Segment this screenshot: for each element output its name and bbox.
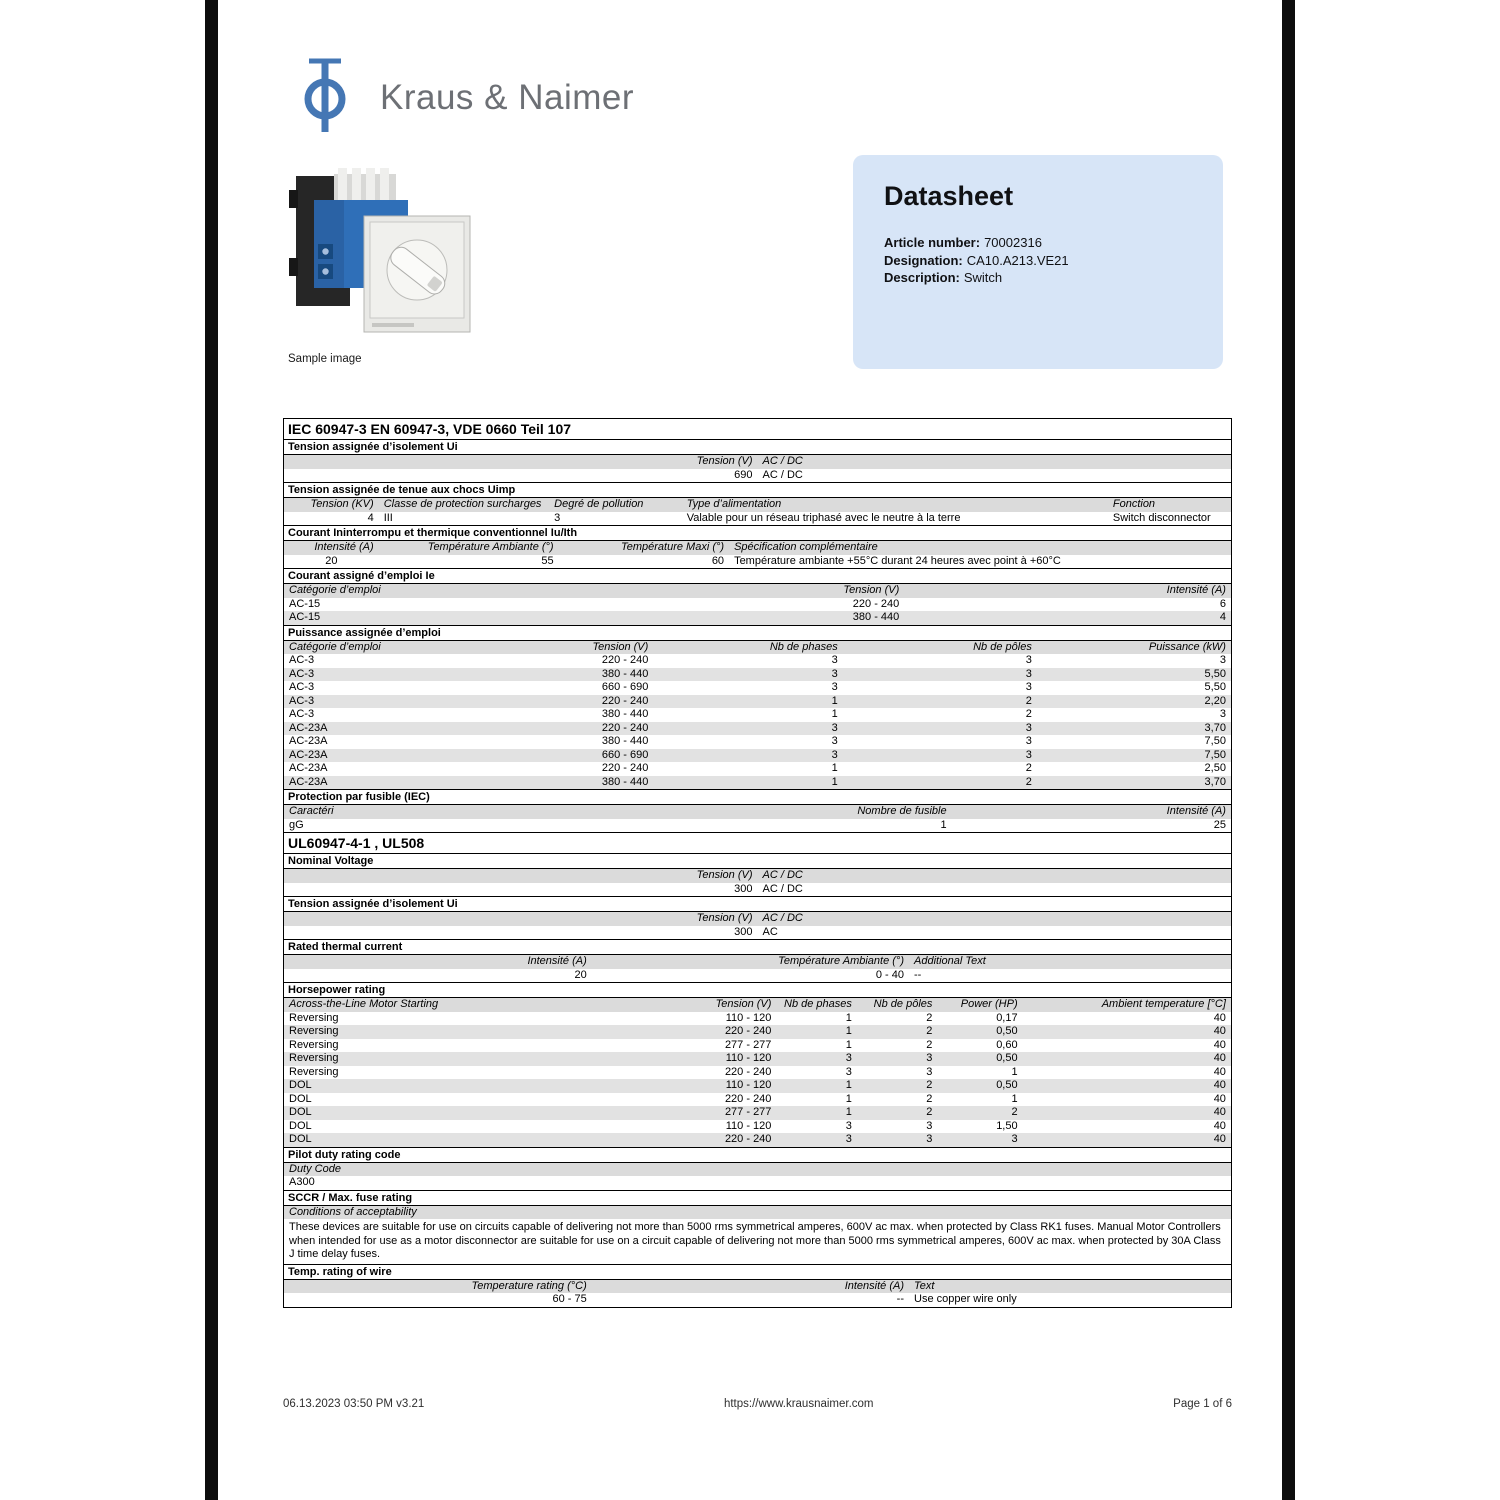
table-cell: AC-3 xyxy=(289,681,315,693)
table-cell: Intensité (A) xyxy=(314,541,374,553)
table-cell: Fonction xyxy=(1112,498,1156,510)
table-row xyxy=(284,611,1231,625)
table-row xyxy=(284,1093,1231,1107)
table-cell: 1 xyxy=(845,1038,852,1051)
column-header-row xyxy=(284,1163,1231,1177)
table-cell: Tension (V) xyxy=(696,912,753,924)
section-header-row: Tension assignée d’isolement Ui xyxy=(284,896,1231,912)
table-cell: 3 xyxy=(1025,654,1032,666)
table-cell: 380 - 440 xyxy=(601,775,649,788)
table-row xyxy=(284,969,1231,983)
table-cell: Reversing xyxy=(289,1038,339,1051)
table-cell: Across-the-Line Motor Starting xyxy=(289,998,439,1010)
table-row xyxy=(284,1025,1231,1039)
table-cell: 1 xyxy=(845,1079,852,1091)
table-cell: 0,50 xyxy=(996,1052,1018,1064)
table-row xyxy=(284,883,1231,897)
table-cell: 3 xyxy=(1025,748,1032,761)
table-cell: Duty Code xyxy=(289,1162,341,1175)
table-cell: 3 xyxy=(845,1133,852,1145)
table-cell: 1 xyxy=(831,762,838,774)
table-cell: 380 - 440 xyxy=(852,611,900,623)
table-cell: 1 xyxy=(831,708,838,720)
column-header-row xyxy=(284,498,1231,512)
table-cell: AC-3 xyxy=(289,654,315,666)
table-cell: 2,20 xyxy=(1204,694,1226,707)
table-cell: 7,50 xyxy=(1204,735,1226,747)
sample-image-caption: Sample image xyxy=(288,353,362,365)
table-cell: 0,17 xyxy=(996,1011,1018,1024)
table-cell: 1 xyxy=(940,818,947,831)
table-cell: 20 xyxy=(325,554,338,567)
table-cell: 40 xyxy=(1213,1119,1226,1132)
section-header-row: Nominal Voltage xyxy=(284,854,1231,869)
table-cell: 277 - 277 xyxy=(724,1038,772,1051)
table-cell: Temperature rating (°C) xyxy=(471,1279,587,1292)
article-number-line xyxy=(884,234,1192,252)
table-cell: 3 xyxy=(1219,654,1226,666)
table-cell: 60 xyxy=(711,554,725,567)
table-cell: 55 xyxy=(541,554,554,567)
table-cell: 60 - 75 xyxy=(552,1293,587,1305)
table-cell: 220 - 240 xyxy=(601,694,649,707)
table-cell: AC xyxy=(762,925,778,938)
table-cell: Nb de pôles xyxy=(873,998,933,1010)
table-cell: Nombre de fusible xyxy=(857,805,947,817)
section-header-row: SCCR / Max. fuse rating xyxy=(284,1190,1231,1206)
section-header-row: Tension assignée de tenue aux chocs Uimp xyxy=(284,482,1231,498)
table-cell: Tension (V) xyxy=(696,869,753,881)
table-row xyxy=(284,1052,1231,1066)
table-cell: 3 xyxy=(831,681,838,693)
table-cell: Conditions of acceptability xyxy=(289,1205,417,1218)
table-row xyxy=(284,1106,1231,1120)
table-cell: 3 xyxy=(831,654,838,666)
table-cell: 3 xyxy=(845,1065,852,1078)
table-cell: 1 xyxy=(831,694,838,707)
table-cell: 1,50 xyxy=(996,1119,1018,1132)
table-cell: 3 xyxy=(831,721,838,734)
table-cell: Intensité (A) xyxy=(844,1279,904,1292)
table-title-row: UL60947-4-1 , UL508 xyxy=(284,832,1231,854)
footer-url[interactable]: https://www.krausnaimer.com xyxy=(723,1398,874,1410)
table-cell: 220 - 240 xyxy=(724,1092,772,1105)
table-cell: Switch disconnector xyxy=(1112,511,1211,524)
table-cell: Nb de phases xyxy=(769,640,838,653)
table-cell: 40 xyxy=(1213,1079,1226,1091)
table-cell: III xyxy=(383,511,393,524)
description-value: Switch xyxy=(963,270,1003,285)
description-line xyxy=(884,269,1192,287)
table-row xyxy=(284,735,1231,749)
table-cell: 0,50 xyxy=(996,1079,1018,1091)
table-cell: 6 xyxy=(1219,597,1226,610)
table-cell: 220 - 240 xyxy=(601,654,649,666)
table-cell: 2 xyxy=(1025,762,1032,774)
table-row xyxy=(284,1039,1231,1053)
table-cell: 110 - 120 xyxy=(725,1119,772,1132)
table-cell: AC-15 xyxy=(289,611,321,623)
table-cell: AC-3 xyxy=(289,708,315,720)
table-cell: Tension (KV) xyxy=(310,498,374,510)
table-cell: 4 xyxy=(1219,611,1226,623)
table-cell: 3 xyxy=(1011,1133,1018,1145)
table-cell: Température Maxi (°) xyxy=(621,541,725,553)
section-header-row: Temp. rating of wire xyxy=(284,1264,1231,1280)
table-cell: 40 xyxy=(1213,1011,1226,1024)
table-cell: 3 xyxy=(926,1133,933,1145)
table-cell: 0,50 xyxy=(996,1025,1018,1037)
table-cell: 3 xyxy=(831,735,838,747)
table-cell: 690 xyxy=(734,468,753,481)
table-cell: 3 xyxy=(845,1119,852,1132)
table-cell: 4 xyxy=(367,511,374,524)
table-cell: 2 xyxy=(1025,775,1032,788)
section-header-row: Horsepower rating xyxy=(284,982,1231,998)
table-cell: 277 - 277 xyxy=(724,1106,772,1118)
table-cell: 3 xyxy=(831,667,838,680)
table-cell: Intensité (A) xyxy=(1166,805,1226,817)
table-cell: 25 xyxy=(1213,818,1226,831)
section-header-row: Pilot duty rating code xyxy=(284,1147,1231,1163)
table-row xyxy=(284,598,1231,612)
footer-page-number: Page 1 of 6 xyxy=(1173,1398,1232,1410)
article-number-value: 70002316 xyxy=(984,235,1042,250)
table-row xyxy=(284,512,1231,526)
table-cell: Température Ambiante (°) xyxy=(427,541,554,553)
table-cell: 0,60 xyxy=(996,1038,1018,1051)
table-row xyxy=(284,722,1231,736)
table-cell: 220 - 240 xyxy=(724,1025,772,1037)
table-row xyxy=(284,1293,1231,1307)
table-cell: AC / DC xyxy=(762,468,803,481)
designation-value: CA10.A213.VE21 xyxy=(966,252,1069,268)
table-cell: 1 xyxy=(831,775,838,788)
table-row xyxy=(284,762,1231,776)
table-cell: 40 xyxy=(1213,1092,1226,1105)
table-cell: Température ambiante +55°C durant 24 heures avec point à +60°C xyxy=(734,554,1061,567)
table-cell: AC-23A xyxy=(289,721,328,734)
table-cell: 220 - 240 xyxy=(601,762,649,774)
table-cell: DOL xyxy=(289,1119,312,1132)
table-cell: Reversing xyxy=(289,1052,339,1064)
table-row xyxy=(284,749,1231,763)
table-row xyxy=(284,668,1231,682)
table-row xyxy=(284,776,1231,790)
table-row xyxy=(284,1176,1231,1190)
table-cell: Tension (V) xyxy=(843,584,900,596)
table-cell: 40 xyxy=(1213,1065,1226,1078)
table-cell: 1 xyxy=(1011,1065,1018,1078)
section-header-row: Tension assignée d’isolement Ui xyxy=(284,440,1231,455)
table-text-row: These devices are suitable for use on circuits capable of delivering not more than 5000 rms symmetrical amperes, 600V ac max. when protected by Class RK1 fuses. Manual Motor Controllers when intended for use as a motor disconnector are suitable for use on a circuit capable of delivering not more than 5000 rms symmetrical amperes, 600V ac max. when protected by 30A Class J time delay fuses. xyxy=(289,1221,1221,1260)
table-cell: 2 xyxy=(926,1092,933,1105)
table-cell: 3 xyxy=(1025,667,1032,680)
section-header-row: Courant Ininterrompu et thermique conventionnel Iu/Ith xyxy=(284,525,1231,541)
table-cell: AC-23A xyxy=(289,762,328,774)
table-row xyxy=(284,708,1231,722)
table-cell: gG xyxy=(289,818,304,831)
table-title-row: IEC 60947-3 EN 60947-3, VDE 0660 Teil 107 xyxy=(284,419,1231,440)
table-cell: Degré de pollution xyxy=(554,498,644,510)
article-number-label: Article number: xyxy=(884,235,981,250)
table-cell: 380 - 440 xyxy=(601,667,649,680)
table-cell: Catégorie d’emploi xyxy=(289,640,381,653)
card-title: Datasheet xyxy=(884,181,1014,211)
table-cell: 3 xyxy=(926,1065,933,1078)
table-cell: 40 xyxy=(1213,1106,1226,1118)
table-cell: 220 - 240 xyxy=(852,597,900,610)
table-cell: 300 xyxy=(734,882,753,895)
table-cell: 1 xyxy=(845,1106,852,1118)
table-cell: AC / DC xyxy=(762,455,803,467)
table-cell: 1 xyxy=(845,1025,852,1037)
table-cell: Puissance (kW) xyxy=(1148,640,1226,653)
column-header-row xyxy=(284,805,1231,819)
table-cell: Tension (V) xyxy=(592,640,649,653)
table-cell: 2 xyxy=(926,1025,933,1037)
table-cell: 5,50 xyxy=(1204,681,1226,693)
table-cell: Spécification complémentaire xyxy=(734,541,878,553)
table-cell: Nb de pôles xyxy=(973,640,1032,653)
column-header-row xyxy=(284,998,1231,1012)
footer-date: 06.13.2023 03:50 PM v3.21 xyxy=(283,1398,425,1410)
table-row xyxy=(284,1066,1231,1080)
table-cell: Catégorie d’emploi xyxy=(289,584,381,596)
table-cell: AC-23A xyxy=(289,775,328,788)
table-cell: 40 xyxy=(1213,1133,1226,1145)
table-cell: 3 xyxy=(1025,681,1032,693)
table-cell: DOL xyxy=(289,1106,312,1118)
table-row xyxy=(284,819,1231,833)
table-cell: Reversing xyxy=(289,1011,339,1024)
designation-line xyxy=(884,252,1192,270)
section-header-row: Courant assigné d’emploi Ie xyxy=(284,568,1231,584)
table-cell: 40 xyxy=(1213,1025,1226,1037)
table-cell: 3 xyxy=(1219,708,1226,720)
table-cell: 2,50 xyxy=(1204,762,1226,774)
table-row xyxy=(284,1133,1231,1147)
table-cell: Intensité (A) xyxy=(1166,584,1226,596)
table-cell: DOL xyxy=(289,1079,312,1091)
table-cell: 300 xyxy=(734,925,753,938)
section-header-row: Protection par fusible (IEC) xyxy=(284,789,1231,805)
table-cell: Type d’alimentation xyxy=(686,498,782,510)
table-cell: 110 - 120 xyxy=(725,1011,772,1024)
table-cell: 1 xyxy=(845,1011,852,1024)
column-header-row xyxy=(284,912,1231,926)
brand-header xyxy=(294,55,634,140)
table-cell: 20 xyxy=(574,968,587,981)
table-cell: 2 xyxy=(926,1038,933,1051)
table-cell: 220 - 240 xyxy=(601,721,649,734)
table-cell: 110 - 120 xyxy=(725,1079,772,1091)
table-cell: AC-23A xyxy=(289,735,328,747)
table-cell: Tension (V) xyxy=(715,998,772,1010)
section-header-row: Rated thermal current xyxy=(284,939,1231,955)
table-cell: Use copper wire only xyxy=(914,1293,1017,1305)
table-cell: Nb de phases xyxy=(784,998,852,1010)
table-row xyxy=(284,926,1231,940)
table-cell: Tension (V) xyxy=(696,455,753,467)
table-cell: Caractéri xyxy=(289,805,334,817)
table-cell: Classe de protection surcharges xyxy=(383,498,542,510)
table-cell: 40 xyxy=(1213,1052,1226,1064)
column-header-row xyxy=(284,641,1231,655)
table-cell: 1 xyxy=(1011,1092,1018,1105)
table-cell: 380 - 440 xyxy=(601,708,649,720)
page-edge-right xyxy=(1282,0,1295,1500)
section-header-row: Puissance assignée d’emploi xyxy=(284,625,1231,641)
table-cell: 220 - 240 xyxy=(724,1065,772,1078)
table-row xyxy=(284,695,1231,709)
product-image xyxy=(288,160,478,347)
table-row xyxy=(284,1079,1231,1093)
table-cell: 40 xyxy=(1213,1038,1226,1051)
table-row xyxy=(284,654,1231,668)
column-header-row xyxy=(284,584,1231,598)
table-cell: AC-3 xyxy=(289,667,315,680)
table-cell: Reversing xyxy=(289,1025,339,1037)
column-header-row xyxy=(284,1280,1231,1294)
table-cell: 3 xyxy=(845,1052,852,1064)
column-header-row xyxy=(284,1206,1231,1220)
column-header-row xyxy=(284,541,1231,555)
spec-table xyxy=(283,418,1232,1308)
table-cell: -- xyxy=(914,968,922,981)
table-cell: 2 xyxy=(1025,708,1032,720)
table-cell: 110 - 120 xyxy=(725,1052,772,1064)
table-cell: 3 xyxy=(926,1052,933,1064)
page-edge-left xyxy=(205,0,218,1500)
designation-label: Designation: xyxy=(884,252,963,268)
page-footer xyxy=(283,1398,1232,1410)
table-row xyxy=(284,681,1231,695)
table-cell: 2 xyxy=(926,1079,933,1091)
table-cell: 3,70 xyxy=(1204,775,1226,788)
table-row xyxy=(284,469,1231,483)
table-cell: 2 xyxy=(926,1011,933,1024)
table-cell: 3 xyxy=(831,748,838,761)
table-cell: 3 xyxy=(1025,735,1032,747)
table-cell: 2 xyxy=(1011,1106,1018,1118)
kraus-naimer-phi-logo-icon xyxy=(294,55,356,140)
table-cell: 3 xyxy=(1025,721,1032,734)
table-cell: AC-23A xyxy=(289,748,328,761)
table-cell: Text xyxy=(914,1279,935,1292)
table-cell: 1 xyxy=(845,1092,852,1105)
table-cell: 3 xyxy=(926,1119,933,1132)
table-cell: 660 - 690 xyxy=(601,748,649,761)
table-cell: 7,50 xyxy=(1204,748,1226,761)
table-cell: A300 xyxy=(289,1176,315,1188)
table-cell: Valable pour un réseau triphasé avec le neutre à la terre xyxy=(686,511,961,524)
table-row xyxy=(284,555,1231,569)
brand-name: Kraus & Naimer xyxy=(380,77,635,117)
table-cell: 380 - 440 xyxy=(601,735,649,747)
table-row xyxy=(284,1012,1231,1026)
table-cell: 0 - 40 xyxy=(875,968,904,981)
table-cell: Reversing xyxy=(289,1065,339,1078)
column-header-row xyxy=(284,869,1231,883)
table-cell: 2 xyxy=(1025,694,1032,707)
table-cell: 5,50 xyxy=(1204,667,1226,680)
table-cell: AC / DC xyxy=(762,882,803,895)
table-row xyxy=(284,1120,1231,1134)
table-cell: Intensité (A) xyxy=(527,955,587,967)
table-cell: Power (HP) xyxy=(960,998,1018,1010)
product-figure xyxy=(288,160,478,365)
table-cell: AC-3 xyxy=(289,694,315,707)
table-cell: AC / DC xyxy=(762,912,803,924)
table-cell: Additional Text xyxy=(914,955,986,967)
table-cell: 3 xyxy=(554,511,561,524)
table-cell: 3,70 xyxy=(1204,721,1226,734)
table-cell: DOL xyxy=(289,1092,312,1105)
table-cell: 220 - 240 xyxy=(724,1133,772,1145)
table-cell: -- xyxy=(896,1293,904,1305)
description-label: Description: xyxy=(884,270,960,285)
column-header-row xyxy=(284,455,1231,469)
table-cell: AC-15 xyxy=(289,597,321,610)
table-cell: 2 xyxy=(926,1106,933,1118)
table-cell: 660 - 690 xyxy=(601,681,649,693)
table-cell: AC / DC xyxy=(762,869,803,881)
table-cell: Température Ambiante (°) xyxy=(778,955,904,967)
table-cell: DOL xyxy=(289,1133,312,1145)
table-cell: Ambient temperature [°C] xyxy=(1101,998,1226,1010)
datasheet-card xyxy=(853,155,1223,369)
column-header-row xyxy=(284,955,1231,969)
